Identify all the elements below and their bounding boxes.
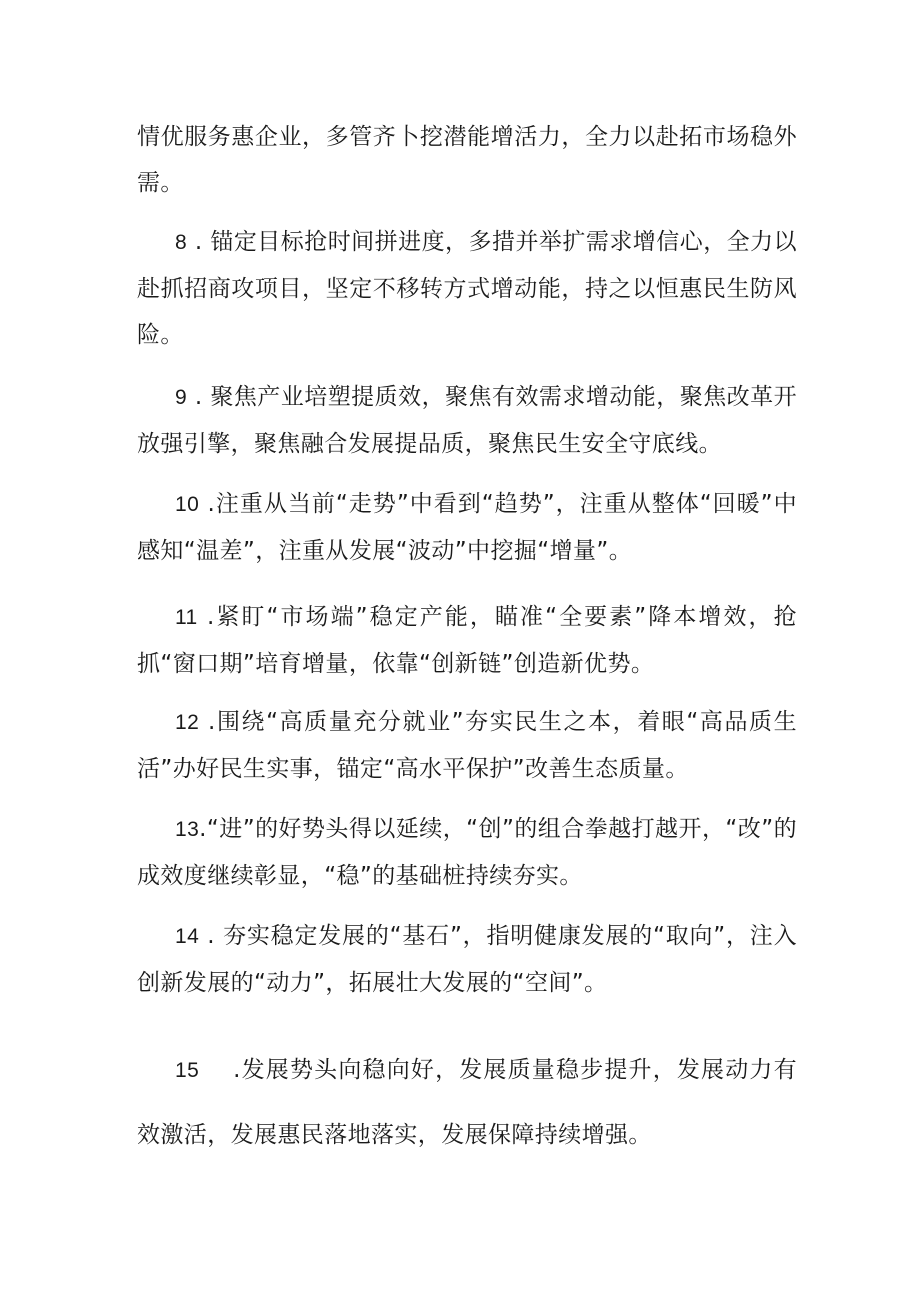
- paragraph-13: [137, 806, 797, 899]
- paragraph-number: 10: [175, 493, 200, 516]
- paragraph-text: .紧盯“市场端”稳定产能，瞄准“全要素”降本增效，抢抓“窗口期”培育增量，依靠“创新链”创造新优势。: [137, 604, 797, 677]
- paragraph-8: [137, 219, 797, 358]
- paragraph-12: [137, 699, 797, 792]
- paragraph-text: .注重从当前“走势”中看到“趋势”，注重从整体“回暖”中感知“温差”，注重从发展“波动”中挖掘“增量”。: [137, 491, 797, 564]
- paragraph-number: 11: [175, 606, 198, 629]
- paragraph-continuation: [137, 114, 797, 206]
- paragraph-text: 情优服务惠企业，多管齐卜挖潜能增活力，全力以赴拓市场稳外需。: [137, 124, 797, 196]
- paragraph-text: .“进”的好势头得以延续，“创”的组合拳越打越开，“改”的成效度继续彰显，“稳”的基础桩持续夯实。: [137, 816, 797, 889]
- paragraph-15: [137, 1038, 797, 1167]
- paragraph-text: . 夯实稳定发展的“基石”，指明健康发展的“取向”，注入创新发展的“动力”，拓展壮大发展的“空间”。: [137, 923, 797, 996]
- paragraph-14: [137, 913, 797, 1006]
- paragraph-number: 15: [175, 1059, 200, 1082]
- paragraph-text: .围绕“高质量充分就业”夯实民生之本，着眼“高品质生活”办好民生实事，锚定“高水平保护”改善生态质量。: [137, 709, 797, 782]
- paragraph-11: [137, 594, 797, 687]
- paragraph-number: 9: [175, 386, 188, 409]
- paragraph-number: 13: [175, 818, 200, 841]
- paragraph-number: 8: [175, 231, 188, 254]
- paragraph-number: 14: [175, 925, 200, 948]
- paragraph-number: 12: [175, 711, 200, 734]
- paragraph-text: . 聚焦产业培塑提质效，聚焦有效需求增动能，聚焦改革开放强引擎，聚焦融合发展提品质，聚焦民生安全守底线。: [137, 384, 797, 457]
- paragraph-text: .发展势头向稳向好，发展质量稳步提升，发展动力有效激活，发展惠民落地落实，发展保障持续增强。: [137, 1057, 797, 1148]
- paragraph-9: [137, 374, 797, 467]
- paragraph-10: [137, 481, 797, 574]
- paragraph-text: . 锚定目标抢时间拼进度，多措并举扩需求增信心，全力以赴抓招商攻项目，坚定不移转方式增动能，持之以恒惠民生防风险。: [137, 229, 797, 348]
